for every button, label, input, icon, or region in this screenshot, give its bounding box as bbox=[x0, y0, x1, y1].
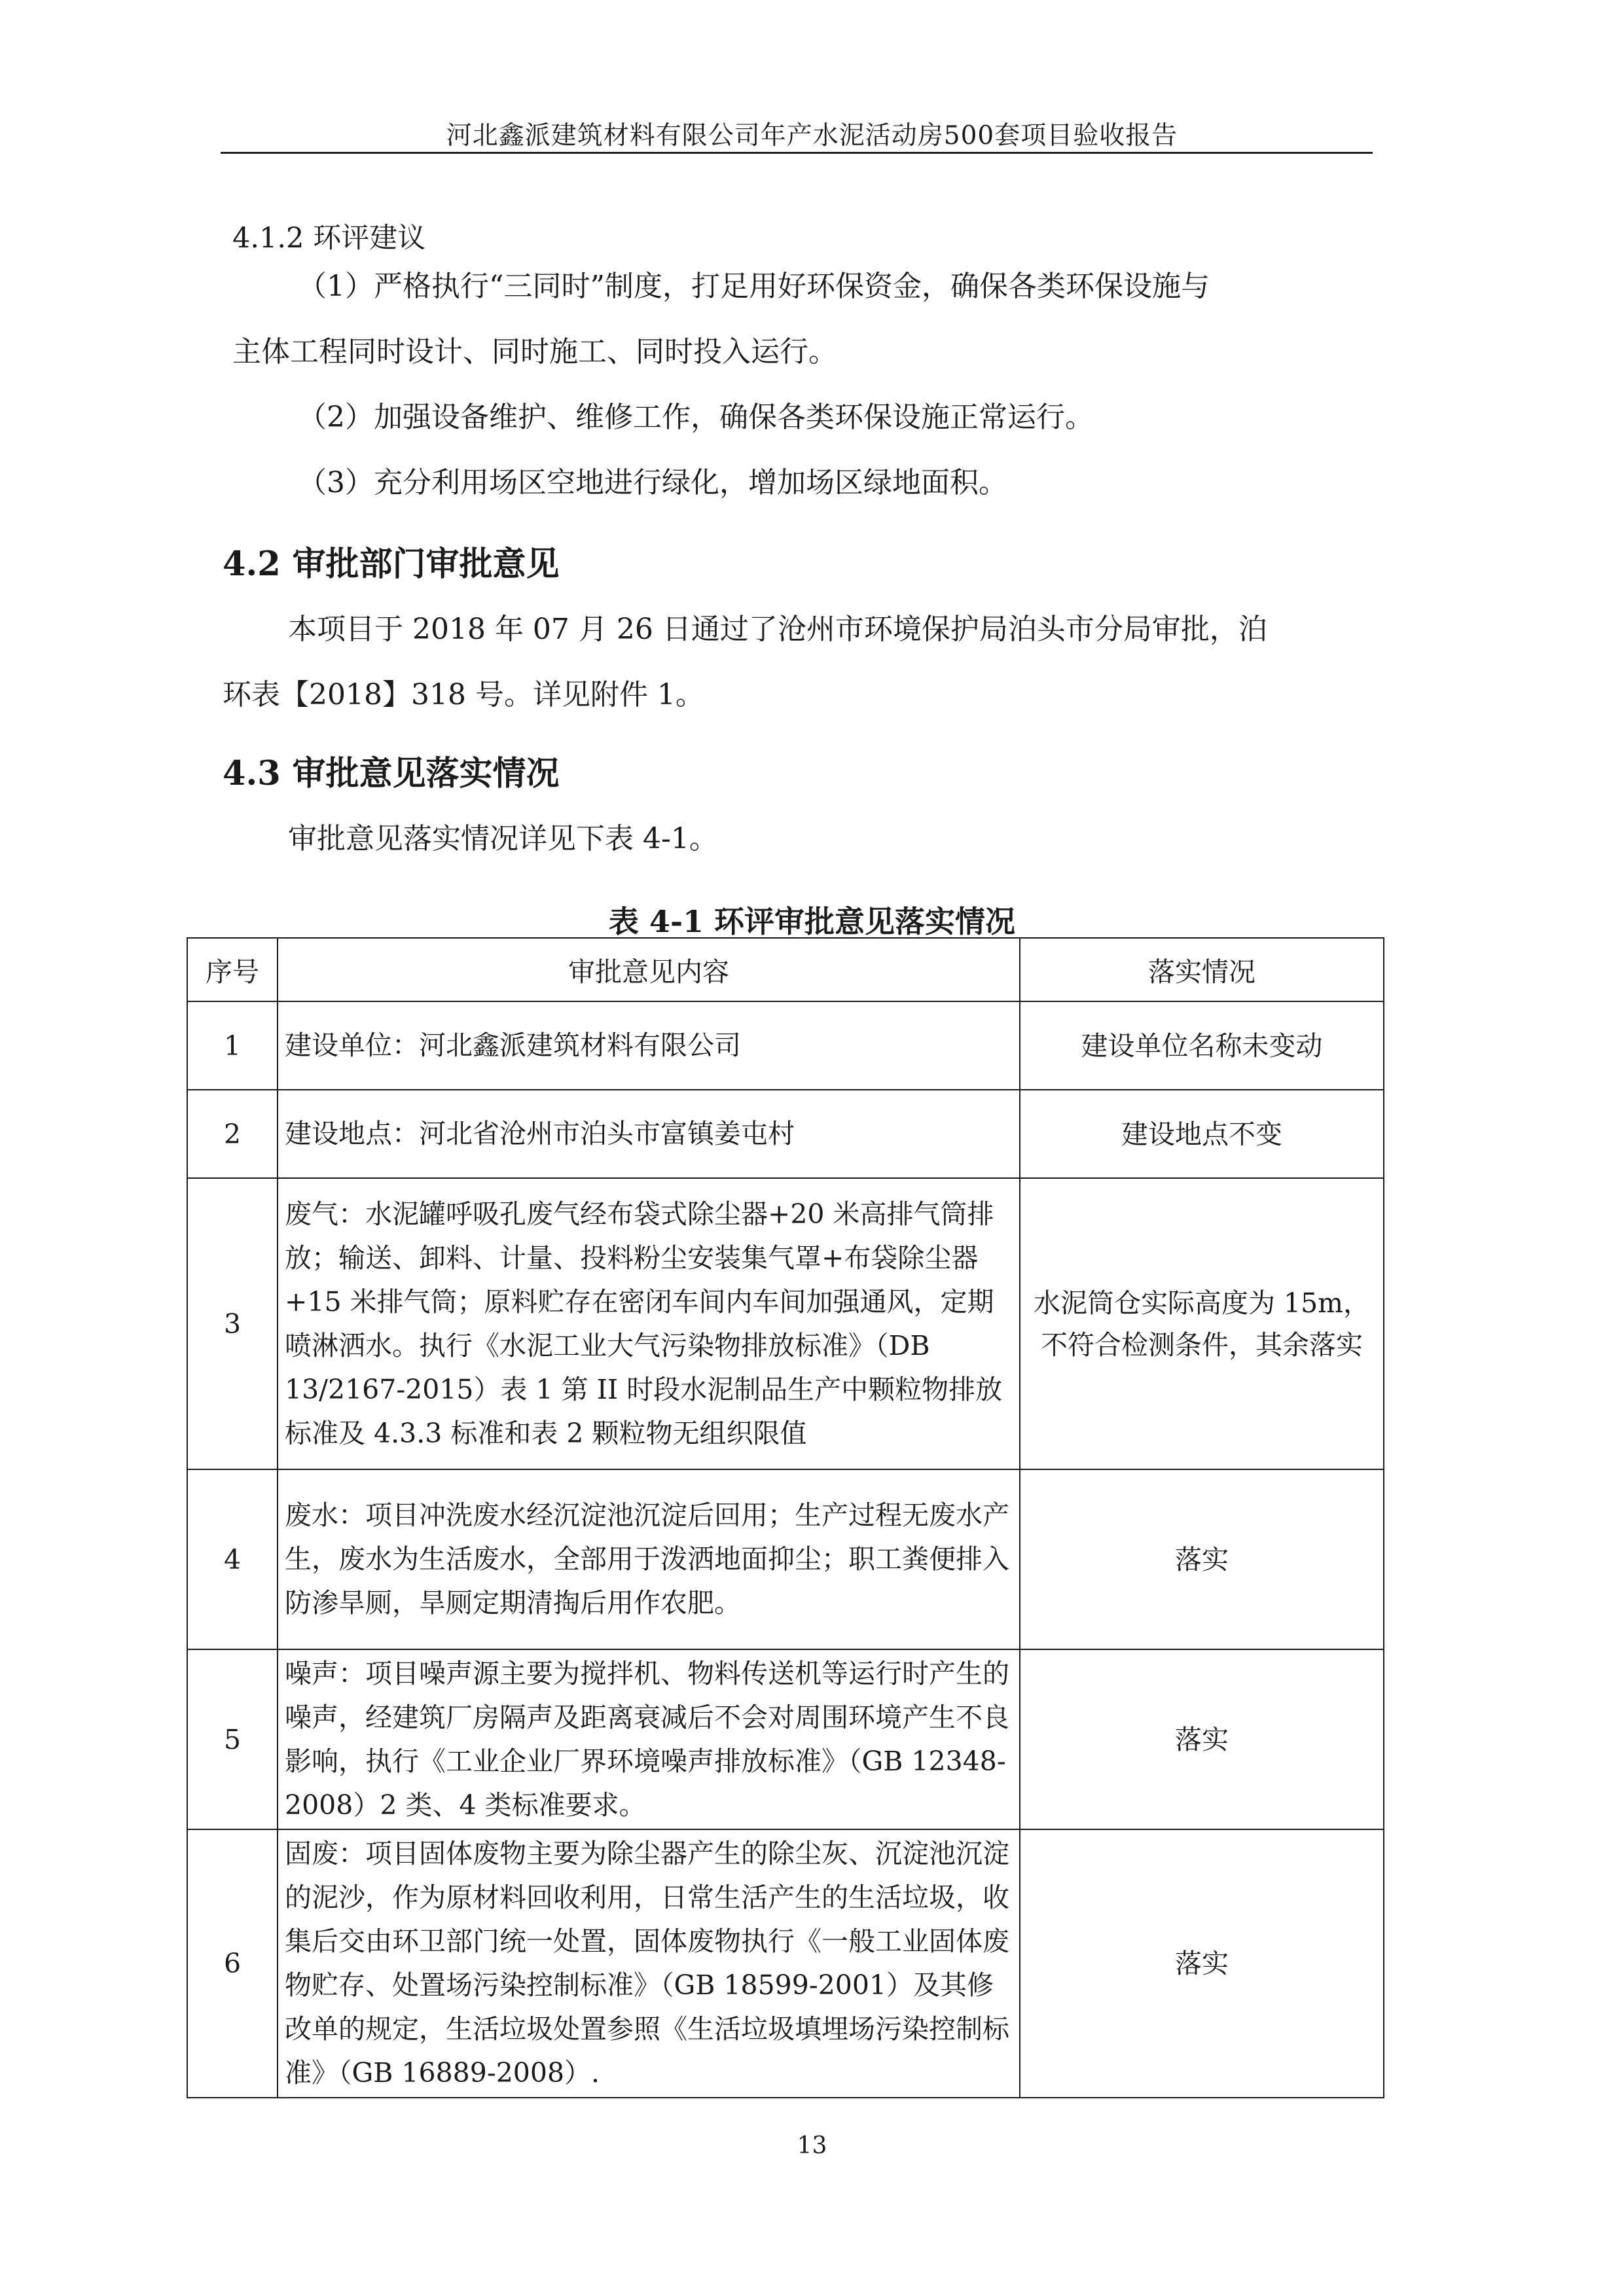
row-content: 建设地点：河北省沧州市泊头市富镇姜屯村 bbox=[278, 1090, 1020, 1178]
section-title-4-3: 4.3 审批意见落实情况 bbox=[223, 754, 560, 793]
section-title-4-2: 4.2 审批部门审批意见 bbox=[223, 545, 560, 584]
table-row bbox=[187, 1649, 1384, 1829]
row-index: 1 bbox=[187, 1001, 278, 1090]
table-row bbox=[187, 1001, 1384, 1090]
row-content: 废水：项目冲洗废水经沉淀池沉淀后回用；生产过程无废水产生，废水为生活废水，全部用于泼洒地面抑尘；职工粪便排入防渗旱厕，旱厕定期清掏后用作农肥。 bbox=[278, 1469, 1020, 1649]
header-divider bbox=[221, 152, 1373, 154]
table-row bbox=[187, 1829, 1384, 2098]
section-4-3-line-1: 审批意见落实情况详见下表 4-1。 bbox=[288, 822, 718, 855]
row-content: 废气：水泥罐呼吸孔废气经布袋式除尘器+20 米高排气筒排放；输送、卸料、计量、投料粉尘安装集气罩+布袋除尘器+15 米排气筒；原料贮存在密闭车间内车间加强通风，定期喷淋洒水。执行《水泥工业大气污染物排放标准》（DB 13/2167-2015）表 1 第 II 时段水泥制品生产中颗粒物排放标准及 4.3.3 标准和表 2 颗粒物无组织限值 bbox=[278, 1178, 1020, 1469]
paragraph-item-1-line-1: （1）严格执行“三同时”制度，打足用好环保资金，确保各类环保设施与 bbox=[298, 270, 1210, 303]
header-result: 落实情况 bbox=[1020, 938, 1384, 1001]
header-index: 序号 bbox=[187, 938, 278, 1001]
table-row bbox=[187, 1090, 1384, 1178]
row-index: 3 bbox=[187, 1178, 278, 1469]
table-header-row bbox=[187, 938, 1384, 1001]
row-result: 落实 bbox=[1020, 1469, 1384, 1649]
approval-table bbox=[187, 937, 1384, 2098]
page-header-title: 河北鑫派建筑材料有限公司年产水泥活动房500套项目验收报告 bbox=[446, 121, 1178, 151]
row-result: 落实 bbox=[1020, 1649, 1384, 1829]
paragraph-item-1-line-2: 主体工程同时设计、同时施工、同时投入运行。 bbox=[232, 335, 837, 368]
row-result: 落实 bbox=[1020, 1829, 1384, 2098]
page-number: 13 bbox=[797, 2132, 827, 2159]
row-content: 建设单位：河北鑫派建筑材料有限公司 bbox=[278, 1001, 1020, 1090]
row-index: 5 bbox=[187, 1649, 278, 1829]
paragraph-item-3: （3）充分利用场区空地进行绿化，增加场区绿地面积。 bbox=[298, 466, 1007, 499]
table-caption: 表 4-1 环评审批意见落实情况 bbox=[608, 904, 1016, 939]
header-content: 审批意见内容 bbox=[278, 938, 1020, 1001]
row-index: 4 bbox=[187, 1469, 278, 1649]
row-content: 固废：项目固体废物主要为除尘器产生的除尘灰、沉淀池沉淀的泥沙，作为原材料回收利用，日常生活产生的生活垃圾，收集后交由环卫部门统一处置，固体废物执行《一般工业固体废物贮存、处置场污染控制标准》（GB 18599-2001）及其修改单的规定，生活垃圾处置参照《生活垃圾填埋场污染控制标准》（GB 16889-2008）. bbox=[278, 1829, 1020, 2098]
paragraph-item-2: （2）加强设备维护、维修工作，确保各类环保设施正常运行。 bbox=[298, 401, 1094, 434]
row-result: 建设地点不变 bbox=[1020, 1090, 1384, 1178]
row-index: 2 bbox=[187, 1090, 278, 1178]
section-4-2-line-1: 本项目于 2018 年 07 月 26 日通过了沧州市环境保护局泊头市分局审批，泊 bbox=[288, 613, 1267, 646]
subsection-heading-4-1-2: 4.1.2 环评建议 bbox=[232, 222, 426, 255]
row-content: 噪声：项目噪声源主要为搅拌机、物料传送机等运行时产生的噪声，经建筑厂房隔声及距离衰减后不会对周围环境产生不良影响，执行《工业企业厂界环境噪声排放标准》（GB 12348-2008）2 类、4 类标准要求。 bbox=[278, 1649, 1020, 1829]
table-row bbox=[187, 1469, 1384, 1649]
row-index: 6 bbox=[187, 1829, 278, 2098]
section-4-2-line-2: 环表【2018】318 号。详见附件 1。 bbox=[223, 678, 704, 711]
row-result: 水泥筒仓实际高度为 15m，不符合检测条件，其余落实 bbox=[1020, 1178, 1384, 1469]
table-row bbox=[187, 1178, 1384, 1469]
row-result: 建设单位名称未变动 bbox=[1020, 1001, 1384, 1090]
